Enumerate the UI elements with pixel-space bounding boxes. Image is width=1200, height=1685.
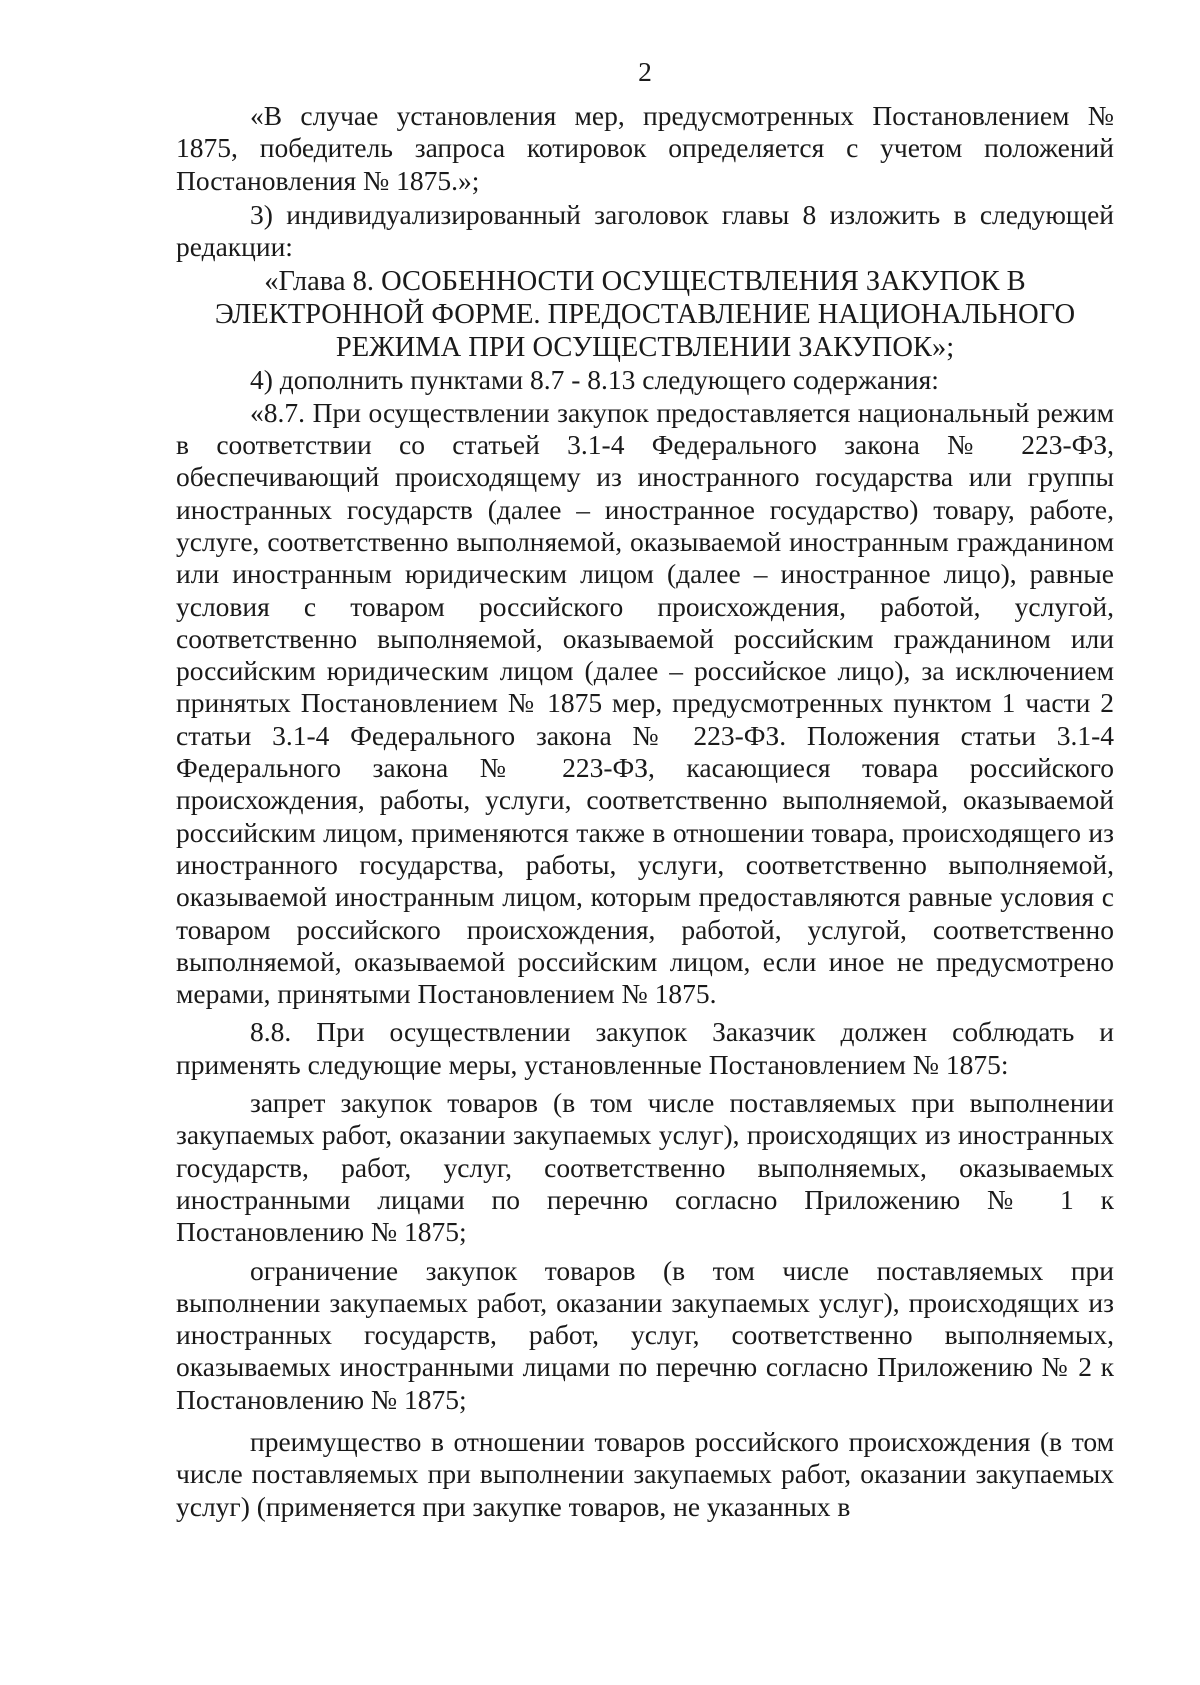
paragraph-restriction: ограничение закупок товаров (в том числе поставляемых при выполнении закупаемых работ, оказании закупаемых услуг), происходящих из иностранных государств, работ, услуг, соответственно выполняемых, оказываемых иностранными лицами по перечню согласно Приложению № 2 к Постановлению № 1875;: [176, 1254, 1114, 1415]
chapter-heading-line: РЕЖИМА ПРИ ОСУЩЕСТВЛЕНИИ ЗАКУПОК»;: [335, 332, 955, 364]
paragraph-8-7: «8.7. При осуществлении закупок предоставляется национальный режим в соответствии со статьей 3.1-4 Федерального закона № 223-ФЗ, обеспечивающий происходящему из иностранного государства или группы иностранных государств (далее – иностранное государство) товару, работе, услуге, соответственно выполняемой, оказываемой иностранным гражданином или иностранным юридическим лицом (далее – иностранное лицо), равные условия с товаром российского происхождения, работой, услугой, соответственно выполняемой, оказываемой российским гражданином или российским юридическим лицом (далее – российское лицо), за исключением принятых Постановлением № 1875 мер, предусмотренных пунктом 1 части 2 статьи 3.1-4 Федерального закона № 223-ФЗ. Положения статьи 3.1-4 Федерального закона № 223-ФЗ, касающиеся товара российского происхождения, работы, услуги, соответственно выполняемой, оказываемой российским лицом, применяются также в отношении товара, происходящего из иностранного государства, работы, услуги, соответственно выполняемой, оказываемой иностранным лицом, которым предоставляются равные условия с товаром российского происхождения, работой, услугой, соответственно выполняемой, оказываемой российским лицом, если иное не предусмотрено мерами, принятыми Постановлением № 1875.: [176, 396, 1114, 1010]
chapter-heading-line: ЭЛЕКТРОННОЙ ФОРМЕ. ПРЕДОСТАВЛЕНИЕ НАЦИОНАЛЬНОГО: [214, 299, 1076, 331]
page-number: 2: [638, 56, 652, 87]
document-page: [176, 56, 1114, 1523]
paragraph-ban: запрет закупок товаров (в том числе поставляемых при выполнении закупаемых работ, оказании закупаемых услуг), происходящих из иностранных государств, работ, услуг, соответственно выполняемых, оказываемых иностранными лицами по перечню согласно Приложению № 1 к Постановлению № 1875;: [176, 1087, 1114, 1248]
chapter-heading-line: «Глава 8. ОСОБЕННОСТИ ОСУЩЕСТВЛЕНИЯ ЗАКУПОК В: [264, 266, 1026, 298]
chapter-heading: [176, 265, 1114, 364]
paragraph-8-8: 8.8. При осуществлении закупок Заказчик должен соблюдать и применять следующие меры, установленные Постановлением № 1875:: [176, 1016, 1114, 1080]
paragraph-quote-ending: «В случае установления мер, предусмотренных Постановлением № 1875, победитель запроса котировок определяется с учетом положений Постановления № 1875.»;: [176, 100, 1114, 196]
paragraph-item-4: 4) дополнить пунктами 8.7 - 8.13 следующего содержания:: [250, 364, 939, 396]
paragraph-item-3: 3) индивидуализированный заголовок главы 8 изложить в следующей редакции:: [176, 198, 1114, 263]
paragraph-advantage: преимущество в отношении товаров российского происхождения (в том числе поставляемых при выполнении закупаемых работ, оказании закупаемых услуг) (применяется при закупке товаров, не указанных в: [176, 1425, 1114, 1522]
